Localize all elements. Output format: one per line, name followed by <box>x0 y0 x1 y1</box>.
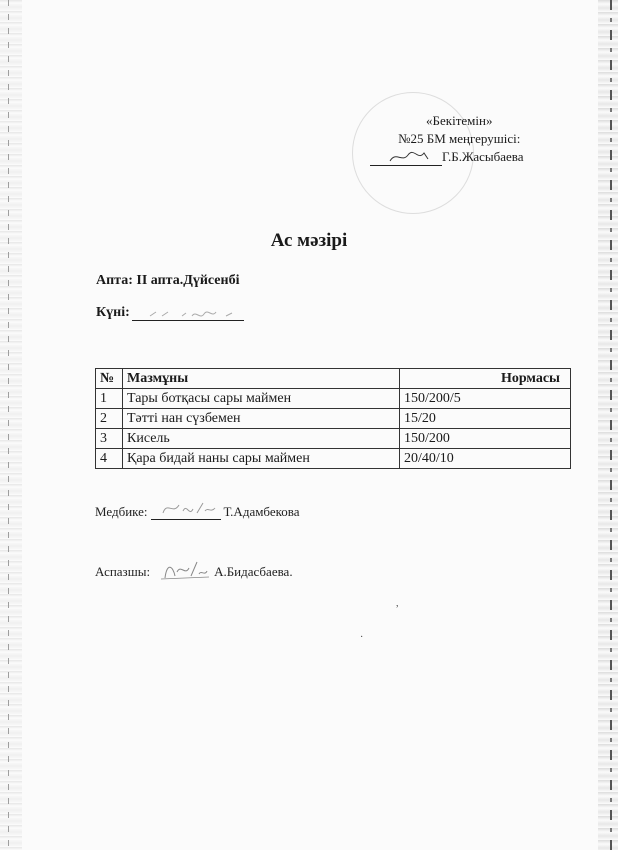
approval-signature <box>370 151 442 166</box>
cook-signature-line <box>95 564 293 580</box>
week-line: Апта: II апта.Дүйсенбі <box>96 273 240 288</box>
row-dish: Кисель <box>123 429 400 449</box>
menu-table <box>95 368 571 469</box>
nurse-signature-line <box>95 504 300 520</box>
approval-name: Г.Б.Жасыбаева <box>442 149 524 164</box>
row-norm: 15/20 <box>400 409 571 429</box>
signature-mark <box>157 499 223 517</box>
table-header-row <box>96 369 571 389</box>
row-number: 4 <box>96 449 123 469</box>
row-dish: Тары ботқасы сары маймен <box>123 389 400 409</box>
cook-name: А.Бидасбаева. <box>214 564 293 579</box>
table-row <box>96 409 571 429</box>
date-blank <box>132 306 244 321</box>
signature-mark <box>159 558 213 582</box>
approval-heading: «Бекітемін» <box>426 113 493 128</box>
scan-speck: , <box>396 598 399 609</box>
signature-mark <box>372 149 442 165</box>
col-number: № <box>96 369 123 389</box>
row-number: 1 <box>96 389 123 409</box>
table-row <box>96 389 571 409</box>
col-content: Мазмұны <box>123 369 400 389</box>
row-dish: Тәтті нан сүзбемен <box>123 409 400 429</box>
table-row <box>96 429 571 449</box>
date-scribble <box>146 308 246 320</box>
col-norm: Нормасы <box>400 369 571 389</box>
cook-label: Аспазшы: <box>95 564 151 579</box>
row-dish: Қара бидай наны сары маймен <box>123 449 400 469</box>
approval-position: №25 БМ меңгерушісі: <box>398 131 521 146</box>
approval-signature-row <box>370 148 524 166</box>
scan-speck: · <box>360 632 364 643</box>
row-number: 3 <box>96 429 123 449</box>
approval-block <box>395 112 524 166</box>
row-norm: 150/200/5 <box>400 389 571 409</box>
row-number: 2 <box>96 409 123 429</box>
row-norm: 150/200 <box>400 429 571 449</box>
scan-edge-right <box>598 0 618 850</box>
scan-edge-left <box>0 0 22 850</box>
nurse-name: Т.Адамбекова <box>223 504 300 519</box>
date-label: Күні: <box>96 305 130 320</box>
date-line <box>96 305 244 321</box>
nurse-label: Медбике: <box>95 504 148 519</box>
page-title: Ас мәзірі <box>270 230 348 251</box>
nurse-signature <box>151 505 221 520</box>
table-row <box>96 449 571 469</box>
row-norm: 20/40/10 <box>400 449 571 469</box>
cook-signature <box>153 566 199 580</box>
